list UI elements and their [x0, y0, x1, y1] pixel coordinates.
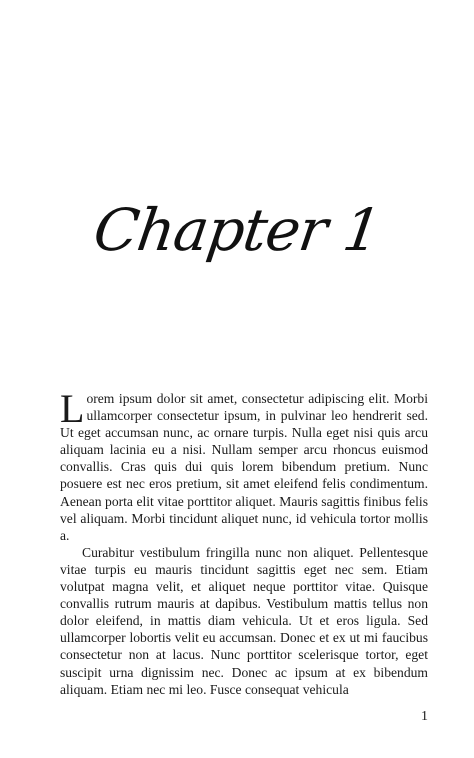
paragraph-1-text: orem ipsum dolor sit amet, consectetur adipiscing elit. Morbi ullamcorper consectetur ipsum, in pulvinar leo hendrerit sed. Ut eget accumsan nunc, ac ornare turpis. Nulla eget nisi quis arcu aliquam lacinia eu a nisi. Nullam semper arcu rhoncus euismod convallis. Cras quis dui quis lorem bibendum pretium. Nunc posuere est nec eros pretium, sit amet eleifend felis condimentum. Aenean porta elit vitae porttitor aliquet. Mauris sagittis finibus felis vel aliquam. Morbi tincidunt aliquet nunc, id vehicula tortor mollis a. — [60, 391, 428, 543]
page-number: 1 — [421, 709, 428, 724]
chapter-title: Chapter 1 — [89, 196, 385, 264]
paragraph-2: Curabitur vestibulum fringilla nunc non aliquet. Pellentesque vitae turpis eu mauris tincidunt sagittis eget nec sem. Etiam volutpat magna velit, et aliquet neque porttitor vitae. Quisque convallis rutrum mauris at dapibus. Vestibulum mattis tellus non dolor eleifend, in mattis diam vehicula. Ut et eros ligula. Sed ullamcorper lobortis velit eu accumsan. Donec et ex ut mi faucibus consectetur non at lacus. Nunc porttitor scelerisque tortor, eget suscipit urna dignissim nec. Donec ac ipsum at ex bibendum aliquam. Etiam nec mi leo. Fusce consequat vehicula — [60, 544, 428, 697]
drop-cap: L — [60, 386, 85, 431]
paragraph-1 — [60, 386, 428, 544]
body-text — [60, 386, 428, 698]
